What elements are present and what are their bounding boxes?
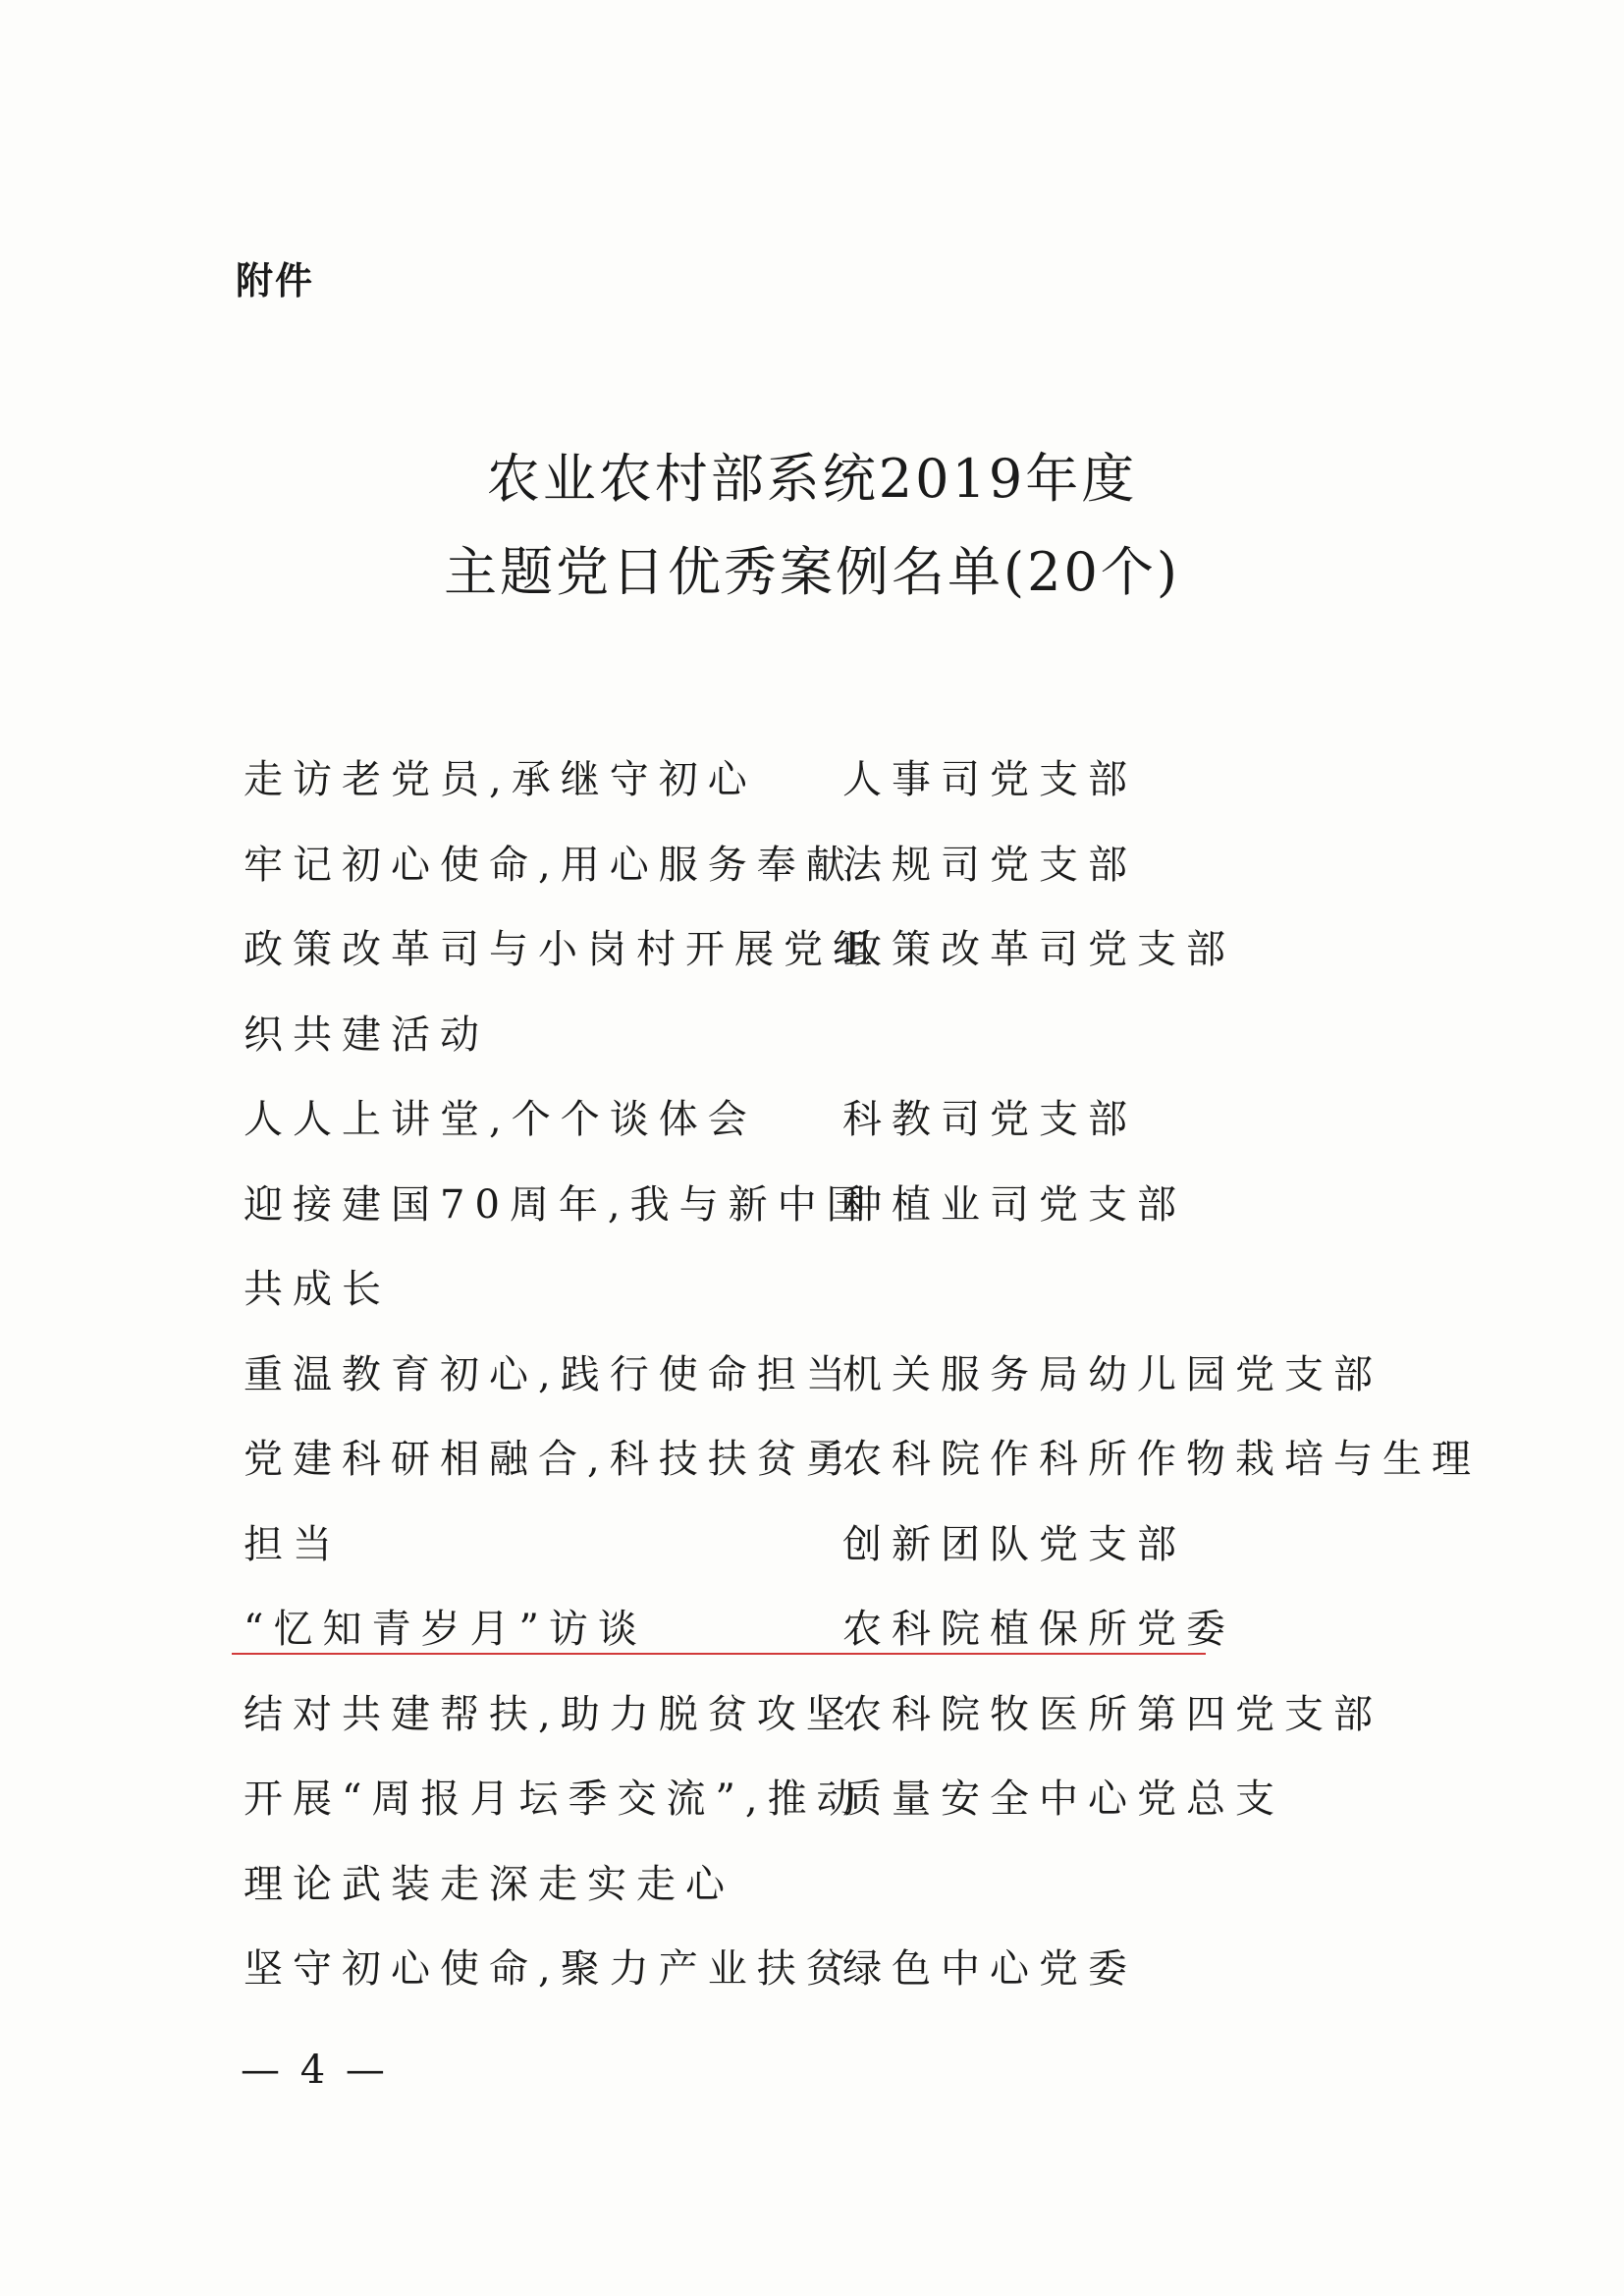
case-unit: 农科院牧医所第四党支部 [842, 1691, 1382, 1737]
case-title: 迎接建国70周年,我与新中国 [244, 1181, 876, 1228]
case-unit: 农科院植保所党委 [842, 1607, 1235, 1652]
case-title: 织共建活动 [244, 1011, 489, 1058]
case-title: 牢记初心使命,用心服务奉献 [244, 842, 855, 888]
case-unit: 种植业司党支部 [842, 1181, 1186, 1228]
page-number: — 4 — [241, 2048, 389, 2093]
case-unit: 质量安全中心党总支 [842, 1777, 1284, 1822]
case-unit: 法规司党支部 [842, 842, 1137, 888]
case-unit: 绿色中心党委 [842, 1946, 1137, 1992]
attachment-label: 附件 [236, 259, 315, 302]
case-unit: 政策改革司党支部 [842, 927, 1235, 972]
case-title: 人人上讲堂,个个谈体会 [244, 1097, 757, 1142]
case-title: 走访老党员,承继守初心 [244, 757, 757, 802]
case-unit: 创新团队党支部 [842, 1521, 1186, 1567]
case-title: 坚守初心使命,聚力产业扶贫 [244, 1946, 855, 1992]
case-unit: 机关服务局幼儿园党支部 [842, 1351, 1382, 1397]
case-unit: 农科院作科所作物栽培与生理 [842, 1437, 1481, 1482]
case-title: “忆知青岁月”访谈 [244, 1607, 647, 1652]
case-unit: 科教司党支部 [842, 1097, 1137, 1142]
case-title: 党建科研相融合,科技扶贫勇 [244, 1437, 855, 1482]
case-title: 理论武装走深走实走心 [244, 1861, 734, 1907]
document-title-line-2: 主题党日优秀案例名单(20个) [444, 541, 1180, 603]
case-unit: 人事司党支部 [842, 757, 1137, 802]
document-title-line-1: 农业农村部系统2019年度 [486, 448, 1138, 510]
case-title: 结对共建帮扶,助力脱贫攻坚 [244, 1691, 855, 1737]
case-title: 担当 [244, 1521, 342, 1567]
case-title: 开展“周报月坛季交流”,推动 [244, 1777, 866, 1822]
case-title: 重温教育初心,践行使命担当 [244, 1351, 855, 1397]
case-title: 政策改革司与小岗村开展党组 [244, 927, 882, 972]
case-title: 共成长 [244, 1267, 391, 1312]
red-divider-line [232, 1653, 1206, 1655]
